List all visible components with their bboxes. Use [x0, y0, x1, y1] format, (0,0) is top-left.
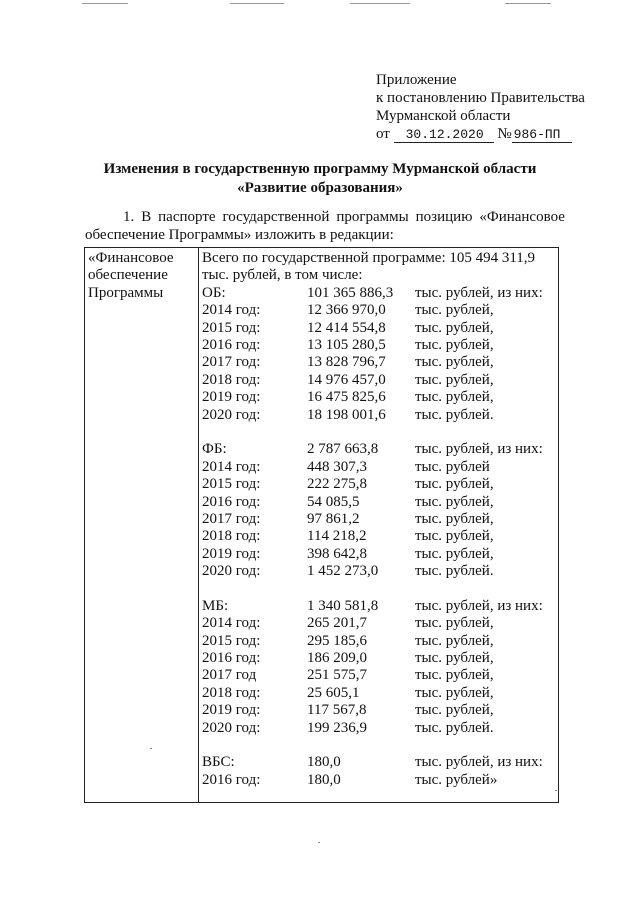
funding-row	[202, 476, 555, 493]
funding-period: ОБ:	[202, 284, 226, 301]
funding-row	[202, 702, 555, 719]
from-label: от	[376, 126, 390, 142]
document-title	[0, 160, 640, 198]
financing-table	[84, 247, 559, 803]
funding-row	[202, 407, 555, 424]
funding-period: 2015 год:	[202, 632, 261, 649]
funding-row	[202, 650, 555, 667]
funding-row	[202, 372, 555, 389]
funding-unit: тыс. рублей.	[415, 719, 494, 736]
position-label: «Финансовое обеспечение Программы	[85, 248, 199, 803]
funding-period: МБ:	[202, 597, 229, 614]
funding-unit: тыс. рублей,	[415, 667, 494, 684]
funding-period: ВБС:	[202, 754, 235, 771]
funding-row	[202, 667, 555, 684]
funding-row	[202, 285, 555, 302]
funding-unit: тыс. рублей,	[415, 702, 494, 719]
funding-period: 2014 год:	[202, 615, 261, 632]
funding-amount: 180,0	[307, 754, 341, 771]
funding-amount: 101 365 886,3	[307, 284, 394, 301]
funding-amount: 448 307,3	[307, 458, 367, 475]
funding-amount: 12 366 970,0	[307, 302, 386, 319]
funding-amount: 117 567,8	[307, 702, 367, 719]
funding-period: 2016 год:	[202, 650, 261, 667]
funding-unit: тыс. рублей,	[415, 336, 494, 353]
funding-row	[202, 754, 555, 771]
scan-speck	[555, 790, 557, 791]
funding-amount: 25 605,1	[307, 684, 360, 701]
funding-row	[202, 354, 555, 371]
resolution-date: 30.12.2020	[394, 128, 494, 143]
funding-row	[202, 598, 555, 615]
funding-row	[202, 563, 555, 580]
funding-amount: 97 861,2	[307, 510, 360, 527]
resolution-number: 986-ПП	[512, 128, 572, 143]
funding-period: 2020 год:	[202, 406, 261, 423]
funding-amount: 222 275,8	[307, 476, 367, 493]
funding-unit: тыс. рублей, из них:	[415, 441, 543, 458]
funding-period: 2014 год:	[202, 302, 261, 319]
funding-period: 2019 год:	[202, 389, 261, 406]
funding-unit: тыс. рублей,	[415, 493, 494, 510]
scan-speck	[150, 748, 152, 749]
funding-period: 2018 год:	[202, 371, 261, 388]
scan-speck	[318, 842, 320, 843]
funding-unit: тыс. рублей,	[415, 510, 494, 527]
funding-amount: 398 642,8	[307, 545, 367, 562]
scan-top-marks	[0, 0, 640, 8]
funding-amount: 12 414 554,8	[307, 319, 386, 336]
funding-amount: 186 209,0	[307, 650, 367, 667]
appendix-block	[376, 71, 585, 143]
funding-row	[202, 302, 555, 319]
intro-word: программы	[336, 209, 409, 225]
funding-period: 2017 год	[202, 667, 257, 684]
funding-unit: тыс. рублей,	[415, 615, 494, 632]
funding-group	[202, 285, 555, 424]
funding-unit: тыс. рублей, из них:	[415, 284, 543, 301]
funding-period: 2019 год:	[202, 702, 261, 719]
funding-row	[202, 320, 555, 337]
funding-amount: 295 185,6	[307, 632, 367, 649]
funding-unit: тыс. рублей,	[415, 302, 494, 319]
funding-unit: тыс. рублей.	[415, 563, 494, 580]
appendix-date-line	[376, 125, 585, 143]
appendix-title: Приложение	[376, 72, 457, 88]
appendix-line-2: к постановлению Правительства	[376, 90, 585, 106]
funding-group	[202, 441, 555, 580]
funding-row	[202, 546, 555, 563]
funding-period: 2020 год:	[202, 563, 261, 580]
funding-unit: тыс. рублей,	[415, 684, 494, 701]
funding-row	[202, 459, 555, 476]
funding-period: 2018 год:	[202, 528, 261, 545]
intro-line-2: обеспечение Программы» изложить в редакции:	[85, 227, 394, 243]
funding-period: 2017 год:	[202, 510, 261, 527]
intro-item-number: 1.	[123, 209, 135, 225]
title-line-1: Изменения в государственную программу Мурманской области	[103, 161, 537, 177]
funding-unit: тыс. рублей,	[415, 319, 494, 336]
intro-word: позицию	[415, 209, 473, 225]
funding-period: 2016 год:	[202, 771, 261, 788]
funding-row	[202, 494, 555, 511]
funding-unit: тыс. рублей	[415, 458, 490, 475]
funding-row	[202, 511, 555, 528]
funding-amount: 1 340 581,8	[307, 597, 379, 614]
funding-amount: 2 787 663,8	[307, 441, 379, 458]
funding-period: ФБ:	[202, 441, 227, 458]
funding-period: 2016 год:	[202, 336, 261, 353]
funding-period: 2016 год:	[202, 493, 261, 510]
funding-unit: тыс. рублей,	[415, 650, 494, 667]
intro-word: В	[141, 209, 152, 225]
funding-unit: тыс. рублей,	[415, 389, 494, 406]
funding-amount: 114 218,2	[307, 528, 367, 545]
funding-unit: тыс. рублей»	[415, 771, 498, 788]
funding-group	[202, 754, 555, 789]
funding-row	[202, 441, 555, 458]
group-spacer	[202, 424, 555, 441]
funding-row	[202, 389, 555, 406]
funding-amount: 16 475 825,6	[307, 389, 386, 406]
funding-period: 2017 год:	[202, 354, 261, 371]
appendix-line-3: Мурманской области	[376, 108, 511, 124]
intro-line-1	[85, 208, 565, 226]
group-spacer	[202, 737, 555, 754]
intro-word: государственной	[222, 209, 330, 225]
financing-row	[85, 248, 559, 803]
financing-details	[199, 248, 559, 803]
funding-unit: тыс. рублей,	[415, 371, 494, 388]
funding-amount: 1 452 273,0	[307, 563, 379, 580]
funding-amount: 14 976 457,0	[307, 371, 386, 388]
funding-amount: 265 201,7	[307, 615, 367, 632]
funding-unit: тыс. рублей,	[415, 476, 494, 493]
group-spacer	[202, 580, 555, 597]
funding-amount: 251 575,7	[307, 667, 367, 684]
funding-period: 2015 год:	[202, 319, 261, 336]
funding-period: 2018 год:	[202, 684, 261, 701]
funding-group	[202, 598, 555, 737]
intro-word: паспорте	[158, 209, 216, 225]
funding-groups	[202, 285, 555, 789]
funding-unit: тыс. рублей,	[415, 354, 494, 371]
funding-unit: тыс. рублей,	[415, 545, 494, 562]
intro-word: «Финансовое	[479, 209, 565, 225]
funding-row	[202, 337, 555, 354]
funding-amount: 54 085,5	[307, 493, 360, 510]
funding-period: 2020 год:	[202, 719, 261, 736]
funding-row	[202, 685, 555, 702]
funding-row	[202, 633, 555, 650]
funding-amount: 180,0	[307, 771, 341, 788]
funding-row	[202, 615, 555, 632]
funding-unit: тыс. рублей,	[415, 632, 494, 649]
funding-unit: тыс. рублей, из них:	[415, 754, 543, 771]
funding-period: 2014 год:	[202, 458, 261, 475]
funding-row	[202, 720, 555, 737]
funding-row	[202, 528, 555, 545]
funding-amount: 13 105 280,5	[307, 336, 386, 353]
total-amount: Всего по государственной программе: 105 494 311,9 тыс. рублей, в том числе:	[202, 250, 536, 284]
title-line-2: «Развитие образования»	[237, 180, 403, 196]
funding-unit: тыс. рублей, из них:	[415, 597, 543, 614]
funding-unit: тыс. рублей.	[415, 406, 494, 423]
funding-amount: 13 828 796,7	[307, 354, 386, 371]
funding-period: 2015 год:	[202, 476, 261, 493]
number-sign: №	[497, 126, 512, 142]
funding-unit: тыс. рублей,	[415, 528, 494, 545]
funding-amount: 18 198 001,6	[307, 406, 386, 423]
funding-row	[202, 772, 555, 789]
intro-paragraph	[85, 208, 565, 244]
funding-period: 2019 год:	[202, 545, 261, 562]
funding-amount: 199 236,9	[307, 719, 367, 736]
